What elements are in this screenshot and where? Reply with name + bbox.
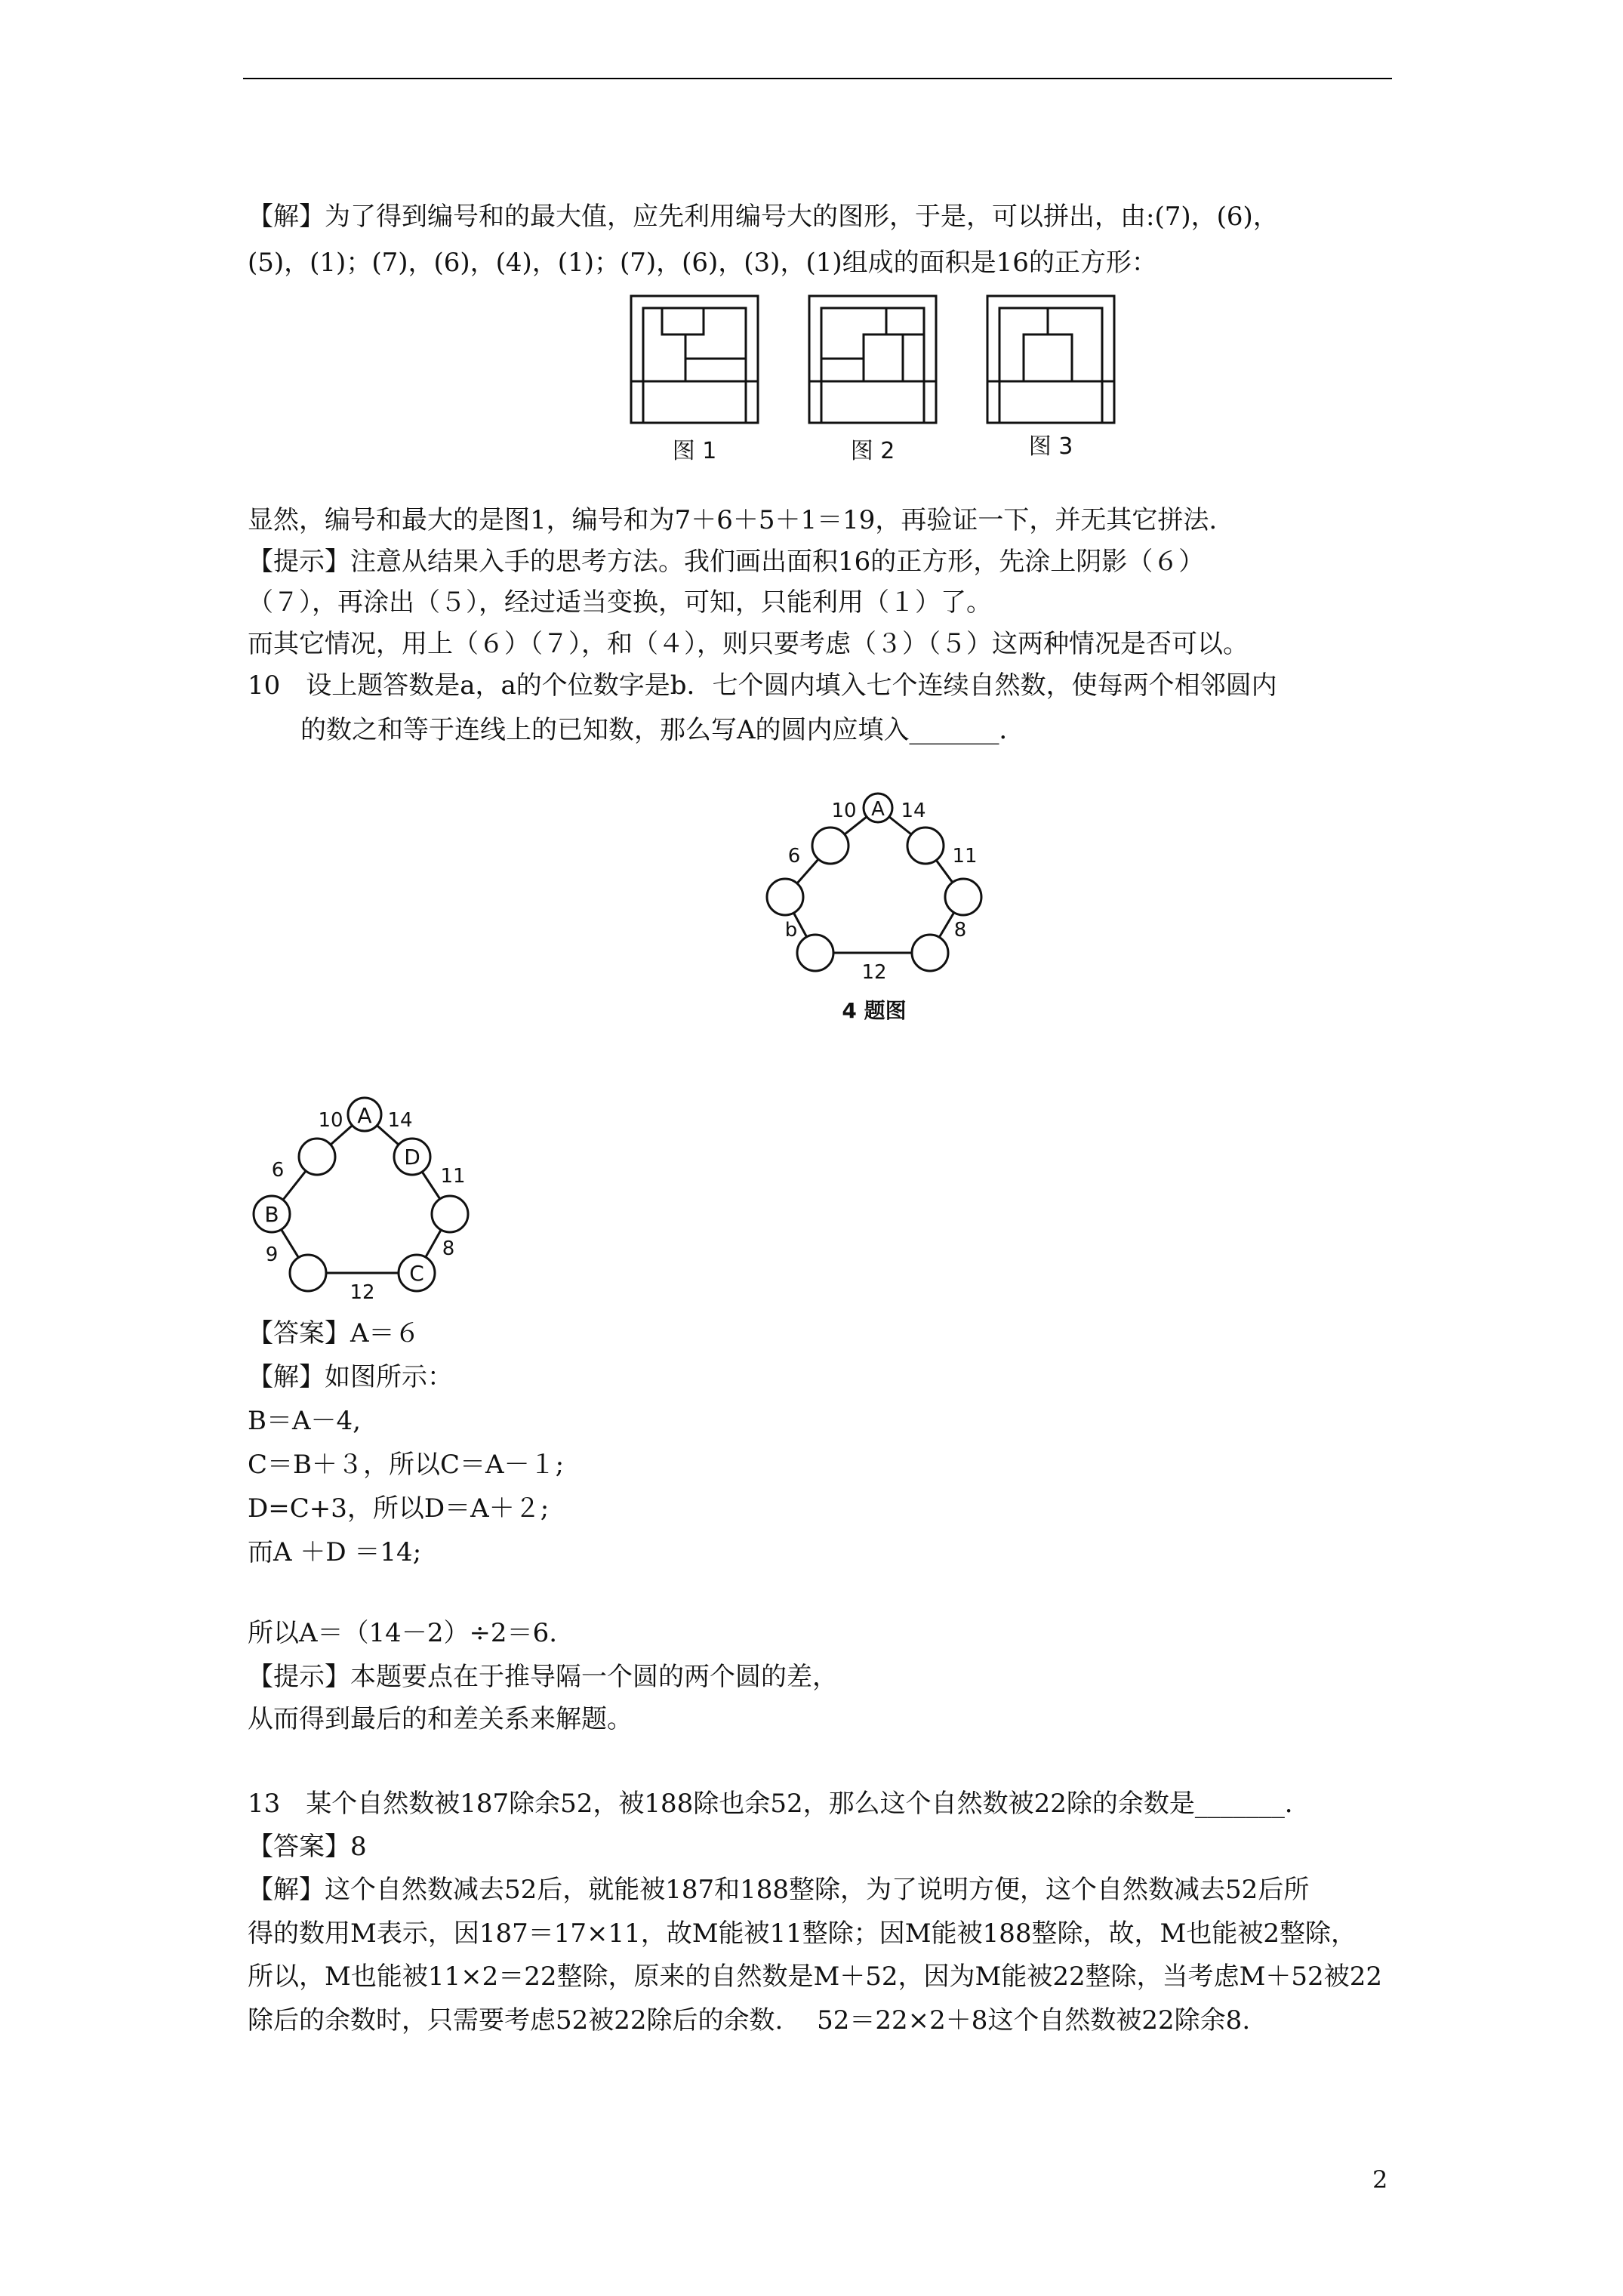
edge-label-8: 8	[953, 919, 967, 942]
text-line-13: D=C+3，所以D＝A＋２;	[248, 1493, 550, 1524]
edge-label-6: 6	[271, 1159, 285, 1182]
edge-label-14: 14	[901, 800, 926, 822]
text-line-22: 所以，M也能被11×2＝22整除，原来的自然数是M＋52，因为M能被22整除，当考虑M＋52被22	[248, 1962, 1382, 1992]
edge-label-10: 10	[831, 800, 857, 822]
header-rule	[243, 78, 1392, 79]
edge-label-12: 12	[861, 961, 887, 984]
text-line-23: 除后的余数时，只需要考虑52被22除后的余数. 52＝22×2＋8这个自然数被22除余8.	[248, 2005, 1251, 2036]
text-line-20: 【解】这个自然数减去52后，就能被187和188整除，为了说明方便，这个自然数减去52后所	[248, 1875, 1310, 1905]
page-number: 2	[1372, 2165, 1388, 2194]
text-line-5: （７），再涂出（５），经过适当变换，可知，只能利用（１）了。	[248, 587, 992, 618]
text-line-11: B＝A－4,	[248, 1406, 361, 1436]
text-line-14: 而A ＋D ＝14;	[248, 1537, 422, 1567]
figure-3-caption: 图 3	[1028, 433, 1073, 460]
circle-label-a: A	[871, 798, 885, 821]
edge-label-b: b	[784, 919, 798, 942]
text-line-18: 13 某个自然数被187除余52，被188除也余52，那么这个自然数被22除的余数是_______．	[248, 1789, 1310, 1819]
text-line-1: 【解】为了得到编号和的最大值，应先利用编号大的图形，于是，可以拼出，由:(7)，(6)，	[248, 202, 1279, 232]
edge-label-11: 11	[952, 845, 978, 868]
text-line-21: 得的数用M表示，因187＝17×11，故M能被11整除；因M能被188整除，故，M也能被2整除，	[248, 1918, 1357, 1949]
text-line-12: C＝B＋３，所以C＝A－１;	[248, 1450, 565, 1480]
text-line-2: (5)，(1)；(7)，(6)，(4)，(1)；(7)，(6)，(3)，(1)组成的面积是16的正方形：	[248, 248, 1157, 278]
text-line-8: 的数之和等于连线上的已知数，那么写A的圆内应填入_______．	[300, 715, 1025, 745]
text-line-10: 【解】如图所示：	[248, 1362, 453, 1392]
circle-label-d: D	[404, 1145, 420, 1170]
text-line-3: 显然，编号和最大的是图1，编号和为7＋6＋5＋1＝19，再验证一下，并无其它拼法.	[248, 505, 1218, 535]
figure-1-square	[631, 296, 758, 423]
edge-label-14: 14	[387, 1109, 413, 1132]
edge-label-8: 8	[442, 1237, 455, 1260]
figure-4-caption: 4 题图	[842, 998, 907, 1023]
edge-label-10: 10	[318, 1109, 343, 1132]
figure-4-circles	[755, 785, 1004, 1034]
text-line-4: 【提示】注意从结果入手的思考方法。我们画出面积16的正方形，先涂上阴影（６）	[248, 547, 1205, 577]
circle-label-c: C	[409, 1261, 424, 1286]
figure-5-circles	[242, 1087, 491, 1306]
edge-label-12: 12	[350, 1281, 375, 1304]
figure-2-caption: 图 2	[850, 438, 895, 464]
text-line-17: 从而得到最后的和差关系来解题。	[248, 1704, 633, 1734]
circle-label-a: A	[357, 1103, 372, 1128]
edge-label-11: 11	[440, 1165, 466, 1188]
figure-2-square	[809, 296, 936, 423]
text-line-16: 【提示】本题要点在于推导隔一个圆的两个圆的差，	[248, 1662, 838, 1692]
text-line-15: 所以A＝（14－2）÷2＝6.	[248, 1618, 558, 1648]
text-line-9: 【答案】A＝６	[248, 1318, 420, 1348]
edge-label-6: 6	[787, 845, 801, 868]
circle-label-b: B	[264, 1202, 279, 1227]
tiling-figures	[619, 291, 1117, 472]
figure-3-square	[987, 296, 1114, 423]
edge-label-9: 9	[265, 1244, 279, 1266]
text-line-7: 10 设上题答数是a，a的个位数字是b．七个圆内填入七个连续自然数，使每两个相邻圆内	[248, 670, 1277, 701]
figure-1-caption: 图 1	[672, 438, 717, 464]
text-line-6: 而其它情况，用上（６）（７），和（４），则只要考虑（３）（５）这两种情况是否可以。	[248, 629, 1249, 659]
text-line-19: 【答案】8	[248, 1832, 367, 1862]
